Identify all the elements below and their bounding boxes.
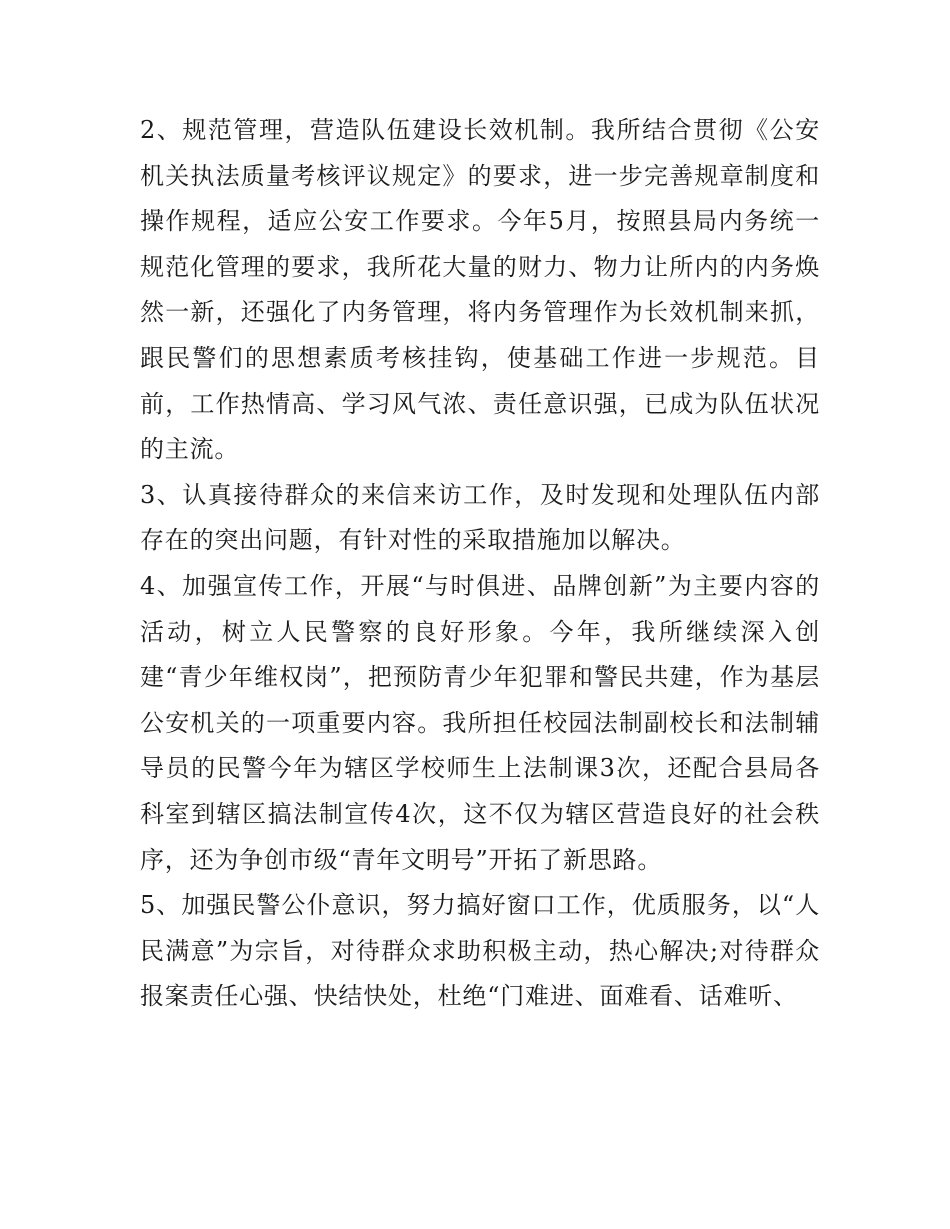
paragraph-2-management: 2、规范管理，营造队伍建设长效机制。我所结合贯彻《公安机关执法质量考核评议规定》的要求，进一步完善规章制度和操作规程，适应公安工作要求。今年5月，按照县局内务统一规范化管理的要求，我所花大量的财力、物力让所内的内务焕然一新，还强化了内务管理，将内务管理作为长效机制来抓，跟民警们的思想素质考核挂钩，使基础工作进一步规范。目前，工作热情高、学习风气浓、责任意识强，已成为队伍状况的主流。 [140, 116, 820, 464]
paragraph-5-service: 5、加强民警公仆意识，努力搞好窗口工作，优质服务，以“人民满意”为宗旨，对待群众求助积极主动，热心解决;对待群众报案责任心强、快结快处，杜绝“门难进、面难看、话难听、 [140, 891, 820, 1011]
paragraph-4-publicity: 4、加强宣传工作，开展“与时俱进、品牌创新”为主要内容的活动，树立人民警察的良好形象。今年，我所继续深入创建“青少年维权岗”，把预防青少年犯罪和警民共建，作为基层公安机关的一项重要内容。我所担任校园法制副校长和法制辅导员的民警今年为辖区学校师生上法制课3次，还配合县局各科室到辖区搞法制宣传4次，这不仅为辖区营造良好的社会秩序，还为争创市级“青年文明号”开拓了新思路。 [140, 571, 820, 874]
paragraph-3-petitions: 3、认真接待群众的来信来访工作，及时发现和处理队伍内部存在的突出问题，有针对性的采取措施加以解决。 [140, 480, 820, 555]
document-body [140, 108, 820, 1020]
